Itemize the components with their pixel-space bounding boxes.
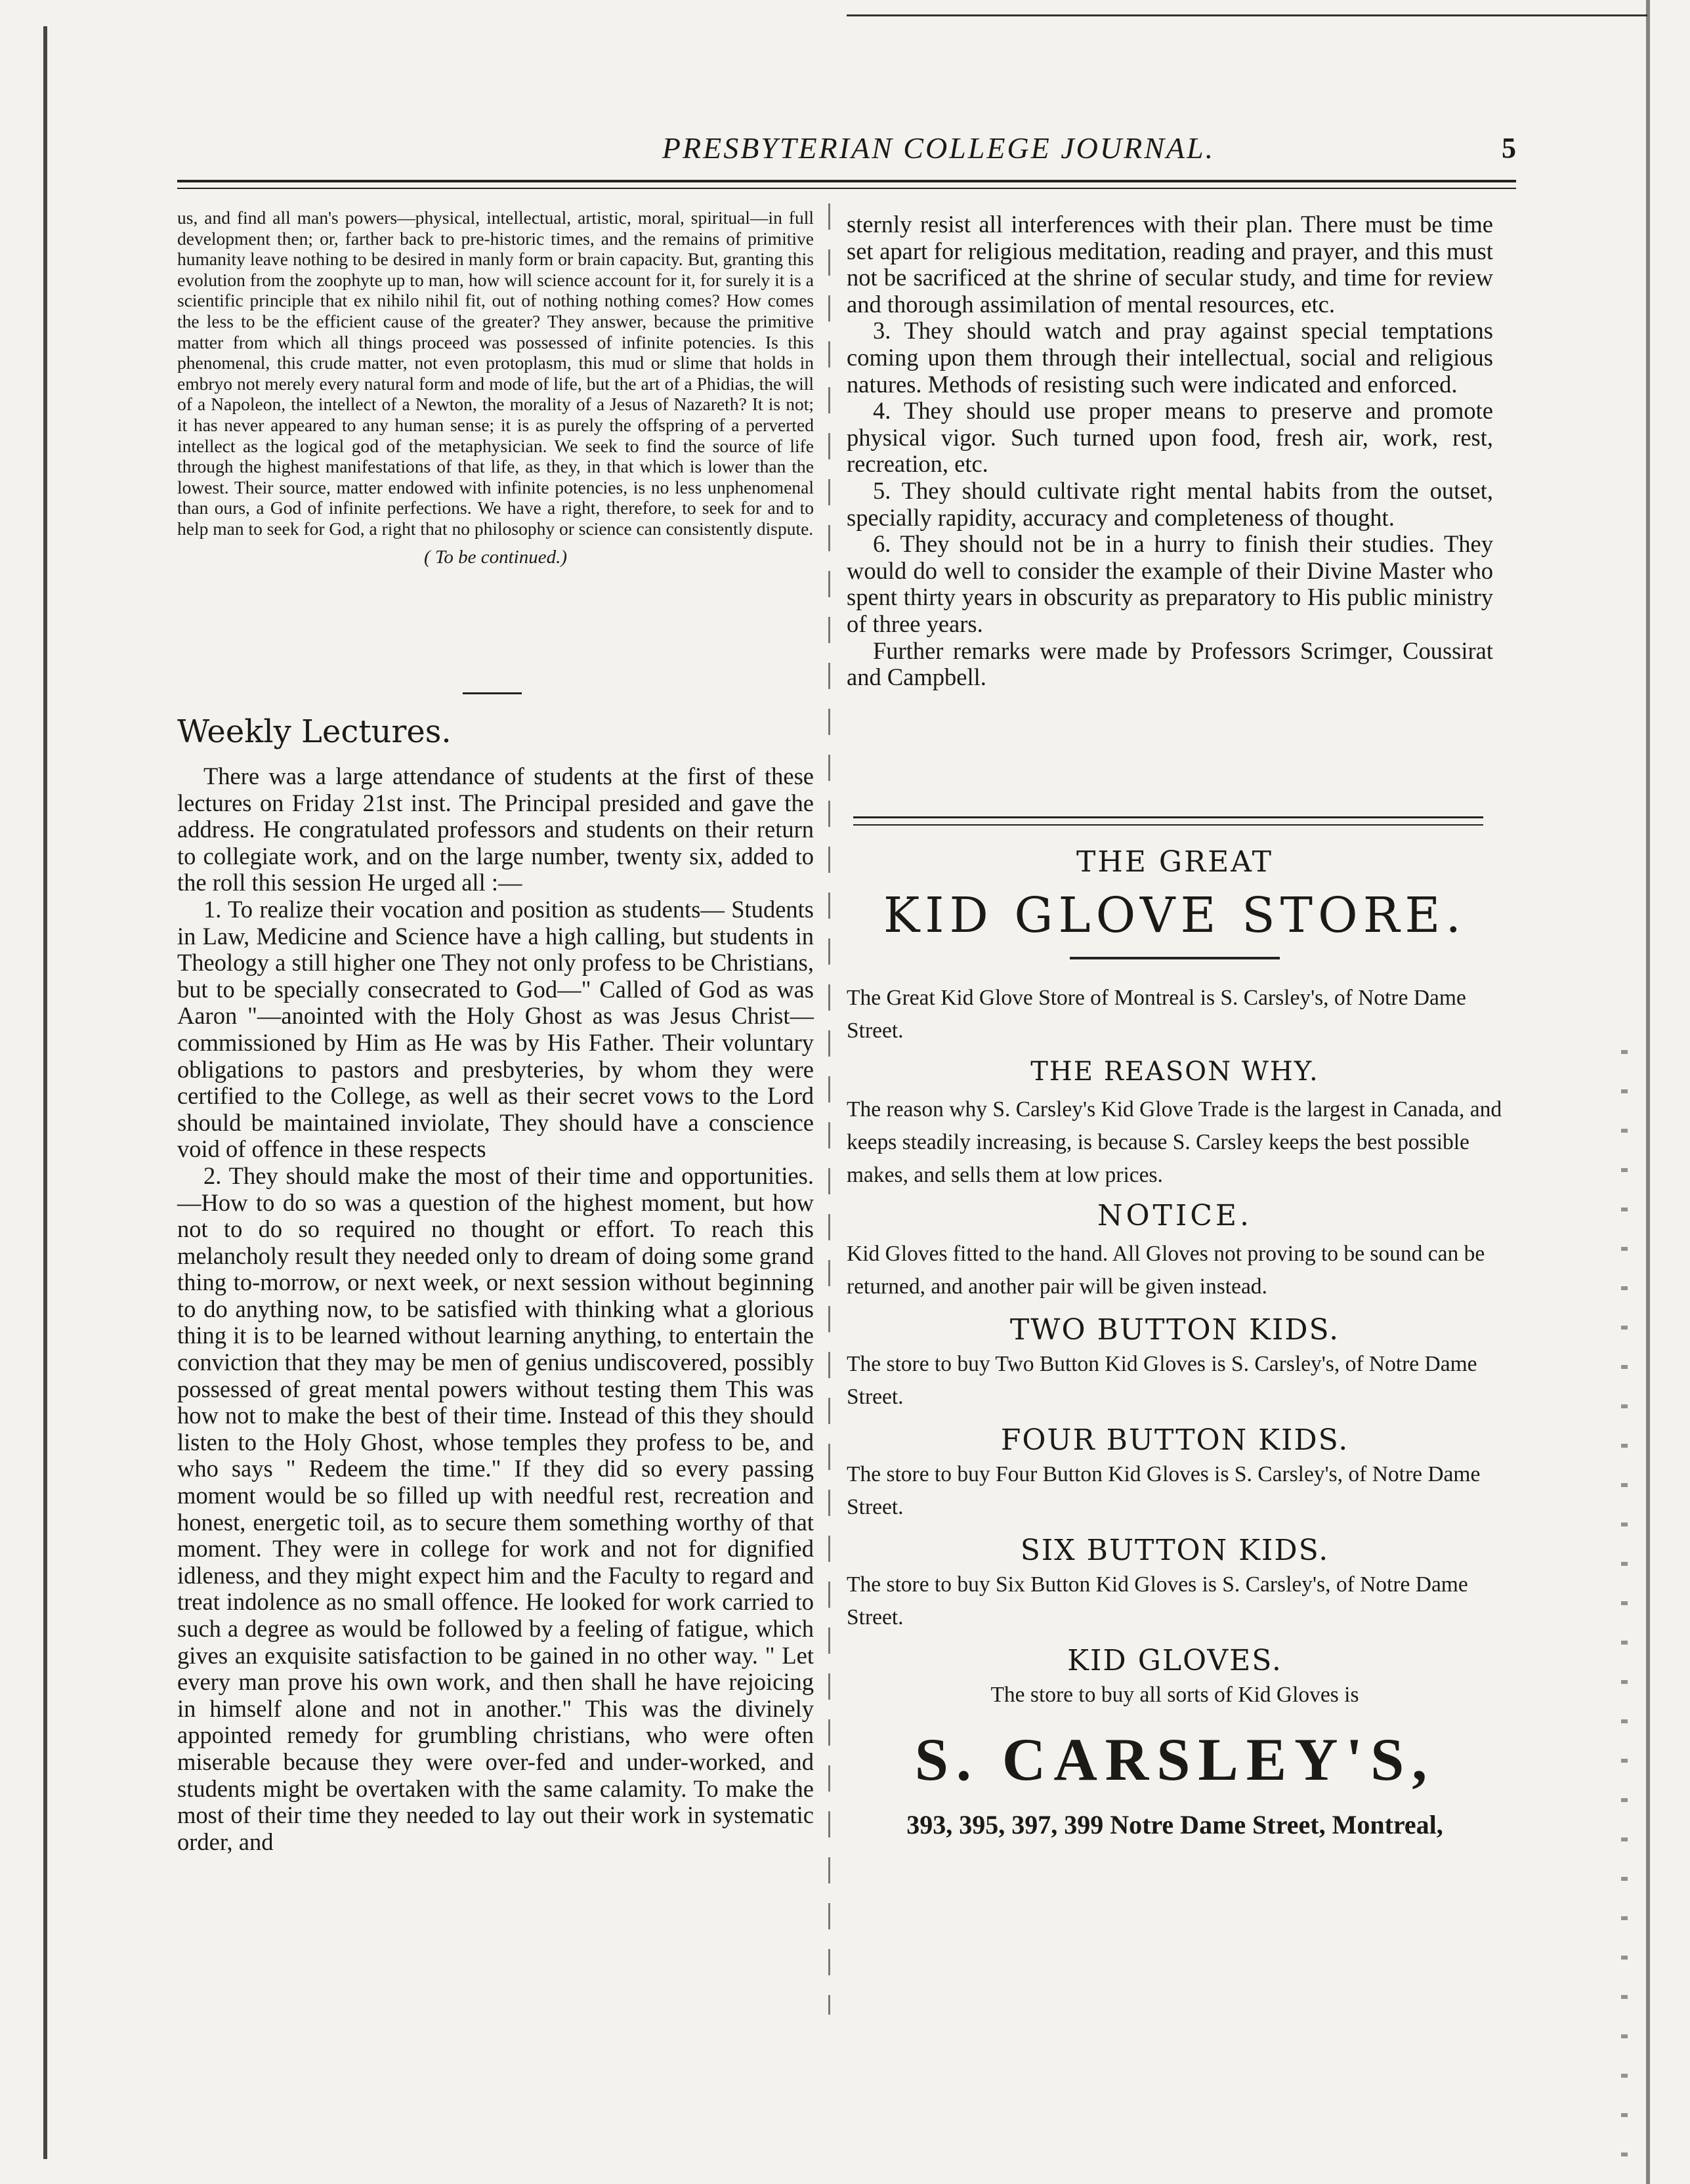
running-title: PRESBYTERIAN COLLEGE JOURNAL.	[662, 131, 1215, 165]
lecture-paragraph-5: 5. They should cultivate right mental habits from the outset, specially rapidity, accuracy and completeness of thought.	[847, 476, 1493, 531]
weekly-lectures-heading-wrap	[177, 712, 814, 751]
left-column-continued	[177, 207, 814, 568]
column-rule	[828, 203, 830, 2015]
section-divider	[463, 692, 522, 694]
lecture-paragraph-4: 4. They should use proper means to preserve and promote physical vigor. Such turned upon food, fresh air, work, rest, recreation, etc.	[847, 397, 1493, 478]
header-rule-thick	[177, 180, 1516, 182]
lecture-paragraph-intro: There was a large attendance of students at the first of these lectures on Friday 21st inst. The Principal presided and gave the address. He congratulated professors and students on their return to collegiate work, and on the large number, twenty six, added to the roll this session He urged all :—	[177, 763, 814, 896]
ad-section-text-reason: The reason why S. Carsley's Kid Glove Trade is the largest in Canada, and keeps steadily increasing, is because S. Carsley keeps the best possible makes, and sells them at low prices.	[847, 1097, 1502, 1187]
lecture-paragraph-6: 6. They should not be in a hurry to finish their studies. They would do well to consider the example of their Divine Master who spent thirty years in obscurity as preparatory to His public ministry of three years.	[847, 530, 1493, 637]
ad-section-title-six-button: SIX BUTTON KIDS.	[1020, 1534, 1330, 1567]
section-title: Weekly Lectures.	[177, 713, 452, 750]
running-head	[151, 129, 1516, 168]
lecture-closing-remarks: Further remarks were made by Professors Scrimger, Coussirat and Campbell.	[847, 637, 1493, 691]
ad-section-title-notice: NOTICE.	[1097, 1199, 1253, 1232]
ad-rule-top-1	[853, 816, 1483, 818]
ad-rule-top-2	[853, 824, 1483, 826]
page-edge-right	[1646, 0, 1650, 2184]
lecture-paragraph-3: 3. They should watch and pray against special temptations coming upon them through their intellectual, social and religious natures. Methods of resisting such were indicated and enforced.	[847, 317, 1493, 398]
continued-paragraph: us, and find all man's powers—physical, intellectual, artistic, moral, spiritual—in full development then; or, farther back to pre-historic times, and the remains of primitive humanity leave nothing to be desired in manly form or brain capacity. But, granting this evolution from the zoophyte up to man, how will science account for it, for surely it is a scientific principle that ex nihilo nihil fit, out of nothing nothing comes? How comes the less to be the efficient cause of the greater? They answer, because the primitive matter from which all things proceed was possessed of infinite potencies. Is this phenomenal, this crude matter, not even protoplasm, this mud or slime that holds in embryo not merely every natural form and mode of life, but the art of a Phidias, the will of a Napoleon, the intellect of a Newton, the morality of a Jesus of Nazareth? It is not; it has never appeared to any human sense; it is as purely the offspring of a perverted intellect as the logical god of the metaphysician. We seek to find the source of life through the highest manifestations of that life, as they, in that which is lower than the lowest. Their source, matter endowed with infinite potencies, is no less unphenomenal than ours, a God of infinite perfections. We have a right, therefore, to seek for and to help man to seek for God, a right that no philosophy or science can consistently dispute.	[177, 207, 814, 539]
lecture-paragraph-continued: sternly resist all interferences with their plan. There must be time set apart for religious meditation, reading and prayer, and this must not be sacrificed at the shrine of secular study, and time for review and thorough assimilation of mental resources, etc.	[847, 211, 1493, 318]
ad-section-title-kid-gloves: KID GLOVES.	[1067, 1644, 1282, 1677]
ad-section-title-four-button: FOUR BUTTON KIDS.	[1000, 1423, 1349, 1457]
ad-section-text-two-button: The store to buy Two Button Kid Gloves is S. Carsley's, of Notre Dame Street.	[847, 1352, 1477, 1409]
ad-section-text-kid-gloves: The store to buy all sorts of Kid Gloves is	[990, 1683, 1359, 1707]
ad-section-text-four-button: The store to buy Four Button Kid Gloves is S. Carsley's, of Notre Dame Street.	[847, 1462, 1481, 1519]
left-column-body	[177, 763, 814, 1855]
ad-section-text-notice: Kid Gloves fitted to the hand. All Gloves not proving to be sound can be returned, and another pair will be given instead.	[847, 1242, 1485, 1299]
page-number: 5	[1502, 132, 1516, 164]
header-rule-thin	[177, 188, 1516, 189]
ad-section-title-two-button: TWO BUTTON KIDS.	[1009, 1313, 1340, 1347]
to-be-continued-note: ( To be continued.)	[423, 546, 567, 568]
ad-section-title-reason: THE REASON WHY.	[1030, 1057, 1319, 1087]
ad-divider	[1070, 957, 1280, 959]
page-edge-left	[43, 26, 47, 2159]
kid-glove-advertisement	[847, 844, 1503, 1841]
page-edge-specks	[1621, 1050, 1628, 2166]
lecture-paragraph-1: 1. To realize their vocation and position as students— Students in Law, Medicine and Science have a high calling, but students in Theology a still higher one They not only profess to be Christians, but to be specially consecrated to God—" Called of God as was Aaron "—anointed with the Holy Ghost as was Jesus Christ—commissioned by Him as He was by His Father. Their voluntary obligations to pastors and presbyteries, by whom they were certified to the College, as well as their secret vows to the Lord should be maintained inviolate, They should have a conscience void of offence in these respects	[177, 895, 814, 1163]
ad-heading-small: THE GREAT	[1076, 845, 1273, 879]
ad-store-name: S. CARSLEY'S,	[914, 1726, 1435, 1793]
right-column-body	[847, 211, 1493, 691]
ad-address: 393, 395, 397, 399 Notre Dame Street, Montreal,	[906, 1810, 1443, 1839]
ad-heading-large: KID GLOVE STORE.	[883, 887, 1466, 944]
lecture-paragraph-2: 2. They should make the most of their time and opportunities.—How to do so was a question of the highest moment, but how not to do so required no thought or effort. To reach this melancholy result they needed only to dream of doing some grand thing to-morrow, or next week, or next session without beginning to do anything now, to be satisfied with thinking what a glorious thing it is to be learned without learning anything, to entertain the conviction that they may be men of genius undiscovered, possibly possessed of great mental powers without testing them This was how not to make the best of their time. Instead of this they should listen to the Holy Ghost, whose temples they profess to be, and who says " Redeem the time." If they did so every passing moment would be so filled up with needful rest, recreation and honest, energetic toil, as to secure them something worthy of that moment. They were in college for work and not for dignified idleness, and they might expect him and the Faculty to regard and treat indolence as no small offence. He looked for work carried to such a degree as would be followed by a feeling of fatigue, which gives an exquisite satisfaction to be gained in no other way. " Let every man prove his own work, and then shall he have rejoicing in himself alone and not in another." This was the divinely appointed remedy for grumbling christians, who were often miserable because they were over-fed and under-worked, and students might be overtaken with the same calamity. To make the most of their time they needed to lay out their work in systematic order, and	[177, 1162, 814, 1855]
ad-section-text-six-button: The store to buy Six Button Kid Gloves is S. Carsley's, of Notre Dame Street.	[847, 1572, 1468, 1629]
ad-intro: The Great Kid Glove Store of Montreal is S. Carsley's, of Notre Dame Street.	[847, 986, 1466, 1043]
top-edge-rule	[847, 14, 1647, 16]
